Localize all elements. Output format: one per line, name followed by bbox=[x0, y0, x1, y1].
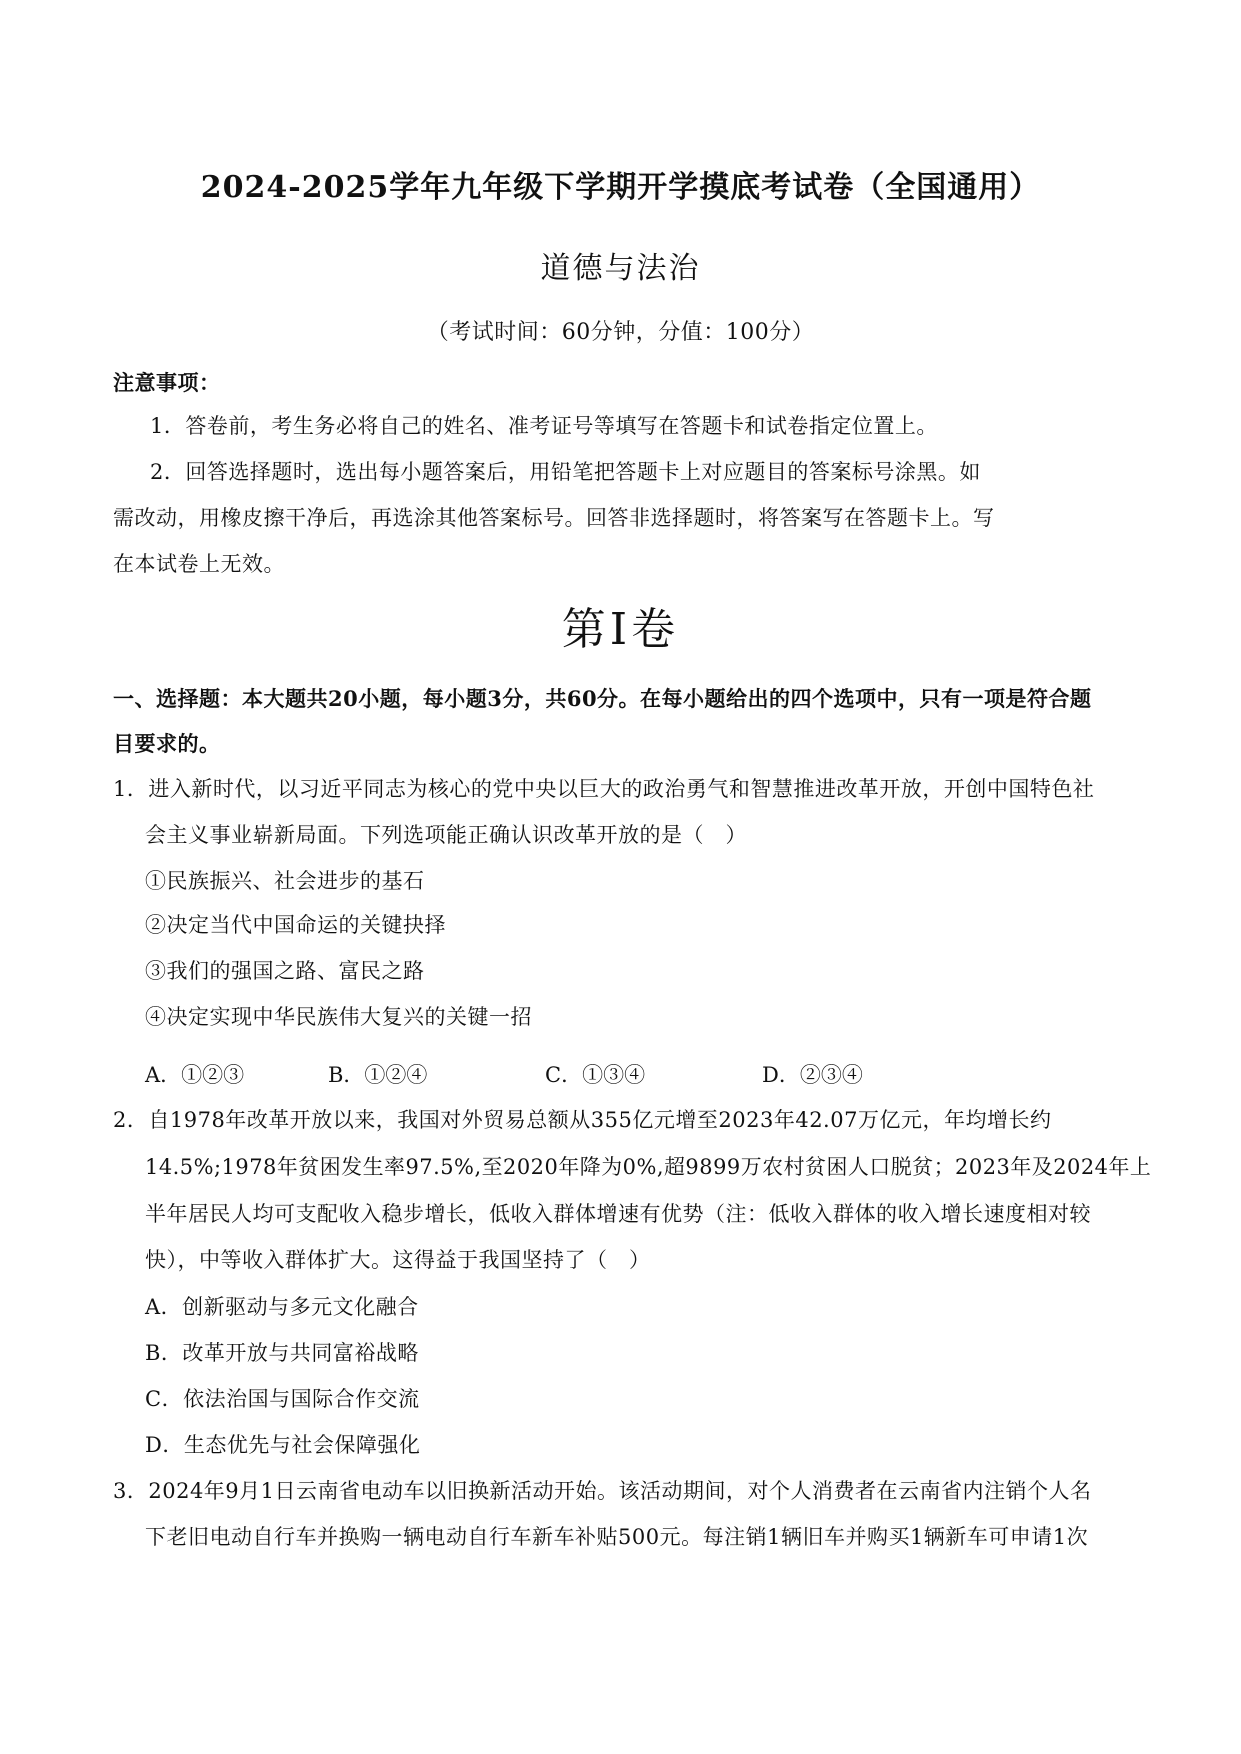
subject-title: 道德与法治 bbox=[540, 251, 701, 286]
exam-info: （考试时间：60分钟，分值：100分） bbox=[426, 320, 815, 345]
notice-heading: 注意事项： bbox=[113, 370, 221, 395]
question-1-line-2: 会主义事业崭新局面。下列选项能正确认识改革开放的是（ ） bbox=[145, 823, 747, 847]
question-1-option-d: D．②③④ bbox=[762, 1063, 863, 1087]
section-1-line-2: 目要求的。 bbox=[113, 731, 221, 756]
question-1-statement-1: ①民族振兴、社会进步的基石 bbox=[145, 869, 425, 893]
question-2-line-4: 快），中等收入群体扩大。这得益于我国坚持了（ ） bbox=[145, 1248, 651, 1272]
question-2-option-a: A．创新驱动与多元文化融合 bbox=[145, 1295, 419, 1319]
question-3-line-2: 下老旧电动自行车并换购一辆电动自行车新车补贴500元。每注销1辆旧车并购买1辆新车可申请1次 bbox=[145, 1525, 1089, 1549]
notice-item-2-line-2: 需改动，用橡皮擦干净后，再选涂其他答案标号。回答非选择题时，将答案写在答题卡上。写 bbox=[113, 506, 995, 530]
question-1-option-a: A．①②③ bbox=[145, 1063, 245, 1087]
question-1-statement-4: ④决定实现中华民族伟大复兴的关键一招 bbox=[145, 1005, 532, 1029]
question-1-line-1: 1．进入新时代，以习近平同志为核心的党中央以巨大的政治勇气和智慧推进改革开放，开创中国特色社 bbox=[113, 777, 1095, 801]
question-2-option-b: B．改革开放与共同富裕战略 bbox=[145, 1341, 419, 1365]
question-2-option-c: C．依法治国与国际合作交流 bbox=[145, 1387, 420, 1411]
volume-heading: 第Ⅰ卷 bbox=[561, 604, 680, 655]
question-1-option-c: C．①③④ bbox=[545, 1063, 646, 1087]
exam-title: 2024-2025学年九年级下学期开学摸底考试卷（全国通用） bbox=[200, 170, 1041, 205]
question-2-line-3: 半年居民人均可支配收入稳步增长，低收入群体增速有优势（注：低收入群体的收入增长速度相对较 bbox=[145, 1202, 1091, 1226]
notice-item-1: 1．答卷前，考生务必将自己的姓名、准考证号等填写在答题卡和试卷指定位置上。 bbox=[150, 414, 938, 438]
question-1-statement-3: ③我们的强国之路、富民之路 bbox=[145, 959, 425, 983]
question-2-line-2: 14.5%;1978年贫困发生率97.5%,至2020年降为0%,超9899万农村贫困人口脱贫；2023年及2024年上 bbox=[145, 1155, 1152, 1179]
question-1-statement-2: ②决定当代中国命运的关键抉择 bbox=[145, 913, 446, 937]
question-1-option-b: B．①②④ bbox=[328, 1063, 428, 1087]
question-3-line-1: 3．2024年9月1日云南省电动车以旧换新活动开始。该活动期间，对个人消费者在云南省内注销个人名 bbox=[113, 1479, 1092, 1503]
notice-item-2-line-3: 在本试卷上无效。 bbox=[113, 552, 285, 576]
notice-item-2-line-1: 2．回答选择题时，选出每小题答案后，用铅笔把答题卡上对应题目的答案标号涂黑。如 bbox=[150, 460, 981, 484]
question-2-option-d: D．生态优先与社会保障强化 bbox=[145, 1433, 421, 1457]
section-1-line-1: 一、选择题：本大题共20小题，每小题3分，共60分。在每小题给出的四个选项中，只有一项是符合题 bbox=[113, 686, 1092, 711]
question-2-line-1: 2．自1978年改革开放以来，我国对外贸易总额从355亿元增至2023年42.07万亿元，年均增长约 bbox=[113, 1108, 1052, 1132]
